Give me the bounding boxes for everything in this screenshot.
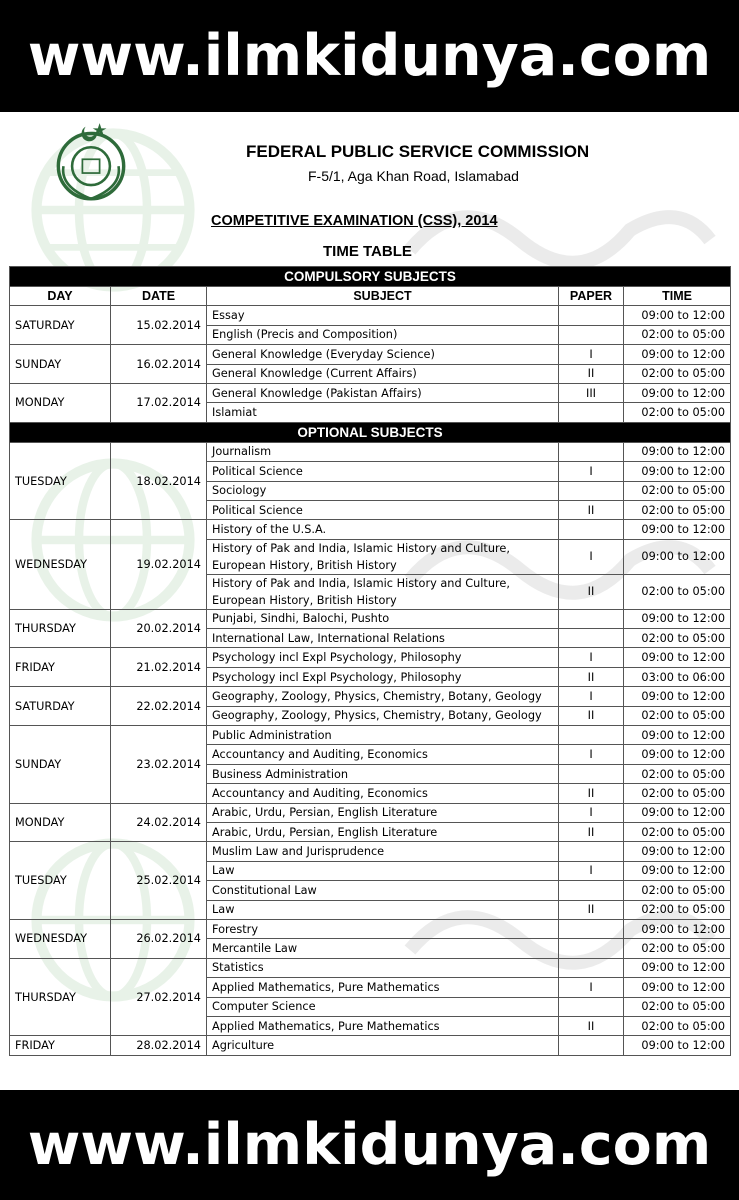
- paper-cell: [559, 609, 624, 628]
- table-row: [10, 345, 731, 364]
- day-cell: TUESDAY: [10, 842, 111, 920]
- paper-cell: [559, 325, 624, 344]
- subject-cell: Law: [207, 900, 559, 919]
- subject-cell: History of Pak and India, Islamic History and Culture, European History, British History: [207, 539, 559, 574]
- time-cell: 02:00 to 05:00: [624, 629, 731, 648]
- time-cell: 02:00 to 05:00: [624, 997, 731, 1016]
- time-cell: 09:00 to 12:00: [624, 726, 731, 745]
- time-cell: 02:00 to 05:00: [624, 939, 731, 958]
- time-cell: 03:00 to 06:00: [624, 667, 731, 686]
- paper-cell: [559, 403, 624, 422]
- subject-cell: History of Pak and India, Islamic History and Culture, European History, British History: [207, 574, 559, 609]
- table-row: [10, 648, 731, 667]
- top-banner-text: www.ilmkidunya.com: [27, 23, 712, 89]
- subject-cell: General Knowledge (Current Affairs): [207, 364, 559, 383]
- paper-cell: II: [559, 822, 624, 841]
- subject-cell: Arabic, Urdu, Persian, English Literature: [207, 803, 559, 822]
- subject-cell: Muslim Law and Jurisprudence: [207, 842, 559, 861]
- subject-cell: Political Science: [207, 462, 559, 481]
- column-header: DAY: [10, 287, 111, 306]
- date-cell: 23.02.2014: [111, 726, 207, 804]
- paper-cell: II: [559, 1016, 624, 1035]
- time-cell: 09:00 to 12:00: [624, 861, 731, 880]
- subject-cell: Applied Mathematics, Pure Mathematics: [207, 978, 559, 997]
- day-cell: SUNDAY: [10, 345, 111, 384]
- time-cell: 09:00 to 12:00: [624, 539, 731, 574]
- time-cell: 09:00 to 12:00: [624, 520, 731, 539]
- subject-cell: Psychology incl Expl Psychology, Philosophy: [207, 648, 559, 667]
- time-cell: 02:00 to 05:00: [624, 900, 731, 919]
- day-cell: SUNDAY: [10, 726, 111, 804]
- time-cell: 09:00 to 12:00: [624, 803, 731, 822]
- subject-cell: History of the U.S.A.: [207, 520, 559, 539]
- column-header: SUBJECT: [207, 287, 559, 306]
- fpsc-seal-icon: [48, 118, 134, 204]
- time-cell: 02:00 to 05:00: [624, 706, 731, 725]
- paper-cell: [559, 726, 624, 745]
- paper-cell: [559, 939, 624, 958]
- time-cell: 09:00 to 12:00: [624, 978, 731, 997]
- day-cell: THURSDAY: [10, 609, 111, 648]
- subject-cell: Journalism: [207, 442, 559, 461]
- subject-cell: Constitutional Law: [207, 881, 559, 900]
- timetable-table: [9, 266, 731, 1056]
- time-cell: 02:00 to 05:00: [624, 822, 731, 841]
- compulsory-subjects-heading: COMPULSORY SUBJECTS: [10, 267, 731, 287]
- subject-cell: Computer Science: [207, 997, 559, 1016]
- date-cell: 15.02.2014: [111, 306, 207, 345]
- day-cell: WEDNESDAY: [10, 919, 111, 958]
- time-cell: 09:00 to 12:00: [624, 306, 731, 325]
- time-cell: 09:00 to 12:00: [624, 609, 731, 628]
- date-cell: 19.02.2014: [111, 520, 207, 609]
- time-cell: 09:00 to 12:00: [624, 745, 731, 764]
- table-row: [10, 687, 731, 706]
- subject-cell: Geography, Zoology, Physics, Chemistry, Botany, Geology: [207, 706, 559, 725]
- paper-cell: III: [559, 383, 624, 402]
- paper-cell: I: [559, 803, 624, 822]
- date-cell: 22.02.2014: [111, 687, 207, 726]
- commission-address: F-5/1, Aga Khan Road, Islamabad: [308, 168, 519, 184]
- date-cell: 16.02.2014: [111, 345, 207, 384]
- date-cell: 28.02.2014: [111, 1036, 207, 1055]
- subject-cell: Islamiat: [207, 403, 559, 422]
- paper-cell: [559, 919, 624, 938]
- subject-cell: Arabic, Urdu, Persian, English Literature: [207, 822, 559, 841]
- time-cell: 02:00 to 05:00: [624, 1016, 731, 1035]
- paper-cell: [559, 442, 624, 461]
- date-cell: 25.02.2014: [111, 842, 207, 920]
- time-cell: 02:00 to 05:00: [624, 784, 731, 803]
- paper-cell: I: [559, 861, 624, 880]
- paper-cell: I: [559, 687, 624, 706]
- optional-subjects-heading-row: [10, 422, 731, 442]
- paper-cell: II: [559, 574, 624, 609]
- paper-cell: II: [559, 900, 624, 919]
- time-cell: 02:00 to 05:00: [624, 574, 731, 609]
- optional-subjects-heading: OPTIONAL SUBJECTS: [10, 422, 731, 442]
- time-cell: 09:00 to 12:00: [624, 648, 731, 667]
- paper-cell: [559, 629, 624, 648]
- day-cell: FRIDAY: [10, 1036, 111, 1055]
- subject-cell: Mercantile Law: [207, 939, 559, 958]
- paper-cell: I: [559, 345, 624, 364]
- table-row: [10, 383, 731, 402]
- subject-cell: Punjabi, Sindhi, Balochi, Pushto: [207, 609, 559, 628]
- paper-cell: [559, 881, 624, 900]
- time-cell: 02:00 to 05:00: [624, 881, 731, 900]
- time-cell: 02:00 to 05:00: [624, 764, 731, 783]
- paper-cell: [559, 306, 624, 325]
- subject-cell: Business Administration: [207, 764, 559, 783]
- paper-cell: [559, 481, 624, 500]
- subject-cell: General Knowledge (Everyday Science): [207, 345, 559, 364]
- paper-cell: I: [559, 648, 624, 667]
- commission-title: FEDERAL PUBLIC SERVICE COMMISSION: [246, 142, 590, 161]
- column-header: DATE: [111, 287, 207, 306]
- day-cell: WEDNESDAY: [10, 520, 111, 609]
- table-row: [10, 609, 731, 628]
- paper-cell: II: [559, 784, 624, 803]
- subject-cell: Sociology: [207, 481, 559, 500]
- bottom-banner: [0, 1090, 739, 1200]
- date-cell: 17.02.2014: [111, 383, 207, 422]
- paper-cell: II: [559, 667, 624, 686]
- time-cell: 09:00 to 12:00: [624, 345, 731, 364]
- day-cell: MONDAY: [10, 803, 111, 842]
- day-cell: MONDAY: [10, 383, 111, 422]
- paper-cell: II: [559, 364, 624, 383]
- subject-cell: Accountancy and Auditing, Economics: [207, 745, 559, 764]
- day-cell: SATURDAY: [10, 687, 111, 726]
- subject-cell: Applied Mathematics, Pure Mathematics: [207, 1016, 559, 1035]
- time-cell: 09:00 to 12:00: [624, 383, 731, 402]
- time-cell: 09:00 to 12:00: [624, 842, 731, 861]
- day-cell: FRIDAY: [10, 648, 111, 687]
- date-cell: 21.02.2014: [111, 648, 207, 687]
- top-banner: [0, 0, 739, 112]
- subject-cell: Accountancy and Auditing, Economics: [207, 784, 559, 803]
- paper-cell: [559, 764, 624, 783]
- table-row: [10, 958, 731, 977]
- column-header-row: [10, 287, 731, 306]
- day-cell: THURSDAY: [10, 958, 111, 1036]
- subject-cell: Geography, Zoology, Physics, Chemistry, Botany, Geology: [207, 687, 559, 706]
- day-cell: TUESDAY: [10, 442, 111, 520]
- paper-cell: I: [559, 539, 624, 574]
- paper-cell: [559, 520, 624, 539]
- paper-cell: I: [559, 462, 624, 481]
- bottom-banner-text: www.ilmkidunya.com: [27, 1112, 712, 1178]
- table-row: [10, 803, 731, 822]
- column-header: PAPER: [559, 287, 624, 306]
- time-cell: 09:00 to 12:00: [624, 1036, 731, 1055]
- subject-cell: Statistics: [207, 958, 559, 977]
- table-row: [10, 520, 731, 539]
- paper-cell: II: [559, 500, 624, 519]
- subject-cell: Law: [207, 861, 559, 880]
- day-cell: SATURDAY: [10, 306, 111, 345]
- table-row: [10, 726, 731, 745]
- paper-cell: II: [559, 706, 624, 725]
- paper-cell: [559, 958, 624, 977]
- paper-cell: [559, 842, 624, 861]
- time-cell: 02:00 to 05:00: [624, 403, 731, 422]
- date-cell: 24.02.2014: [111, 803, 207, 842]
- time-cell: 09:00 to 12:00: [624, 919, 731, 938]
- time-cell: 09:00 to 12:00: [624, 687, 731, 706]
- table-row: [10, 442, 731, 461]
- paper-cell: I: [559, 745, 624, 764]
- table-row: [10, 1036, 731, 1055]
- date-cell: 20.02.2014: [111, 609, 207, 648]
- table-row: [10, 306, 731, 325]
- column-header: TIME: [624, 287, 731, 306]
- paper-cell: [559, 997, 624, 1016]
- timetable-title: TIME TABLE: [323, 243, 412, 260]
- subject-cell: Public Administration: [207, 726, 559, 745]
- subject-cell: Political Science: [207, 500, 559, 519]
- time-cell: 09:00 to 12:00: [624, 442, 731, 461]
- time-cell: 02:00 to 05:00: [624, 364, 731, 383]
- subject-cell: Psychology incl Expl Psychology, Philosophy: [207, 667, 559, 686]
- subject-cell: Essay: [207, 306, 559, 325]
- table-row: [10, 919, 731, 938]
- paper-cell: I: [559, 978, 624, 997]
- subject-cell: Agriculture: [207, 1036, 559, 1055]
- subject-cell: English (Precis and Composition): [207, 325, 559, 344]
- time-cell: 09:00 to 12:00: [624, 462, 731, 481]
- date-cell: 18.02.2014: [111, 442, 207, 520]
- date-cell: 26.02.2014: [111, 919, 207, 958]
- time-cell: 02:00 to 05:00: [624, 481, 731, 500]
- subject-cell: International Law, International Relations: [207, 629, 559, 648]
- subject-cell: General Knowledge (Pakistan Affairs): [207, 383, 559, 402]
- exam-title: COMPETITIVE EXAMINATION (CSS), 2014: [211, 213, 498, 229]
- time-cell: 02:00 to 05:00: [624, 325, 731, 344]
- subject-cell: Forestry: [207, 919, 559, 938]
- table-row: [10, 842, 731, 861]
- compulsory-subjects-heading-row: [10, 267, 731, 287]
- time-cell: 09:00 to 12:00: [624, 958, 731, 977]
- time-cell: 02:00 to 05:00: [624, 500, 731, 519]
- date-cell: 27.02.2014: [111, 958, 207, 1036]
- paper-cell: [559, 1036, 624, 1055]
